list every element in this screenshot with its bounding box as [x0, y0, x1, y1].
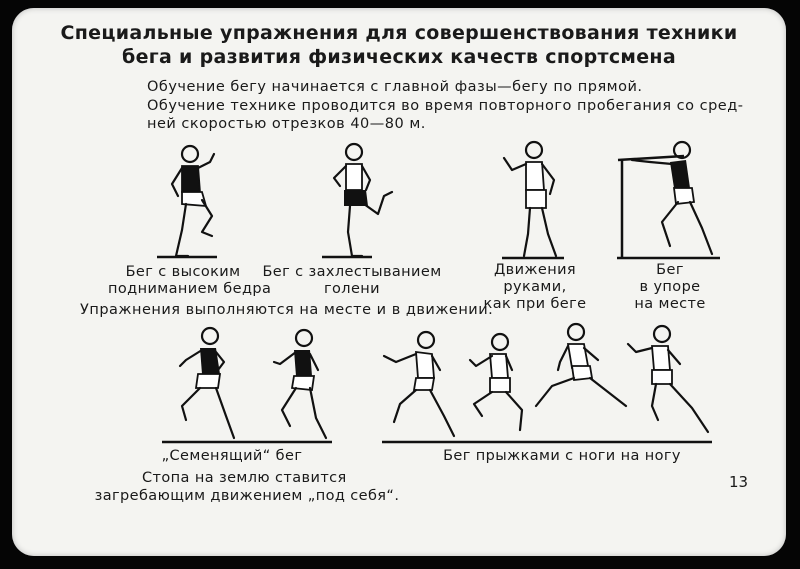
caption-high-knee-line2: подниманием бедра: [108, 281, 272, 297]
page-number: 13: [729, 473, 749, 491]
figure-mincing-1: [162, 326, 242, 451]
caption-heel-kick-line2: голени: [324, 281, 380, 297]
slide-title-line1: Специальные упражнения для совершенствования техники: [60, 22, 738, 44]
intro-line3: ней скоростью отрезков 40—80 м.: [147, 116, 426, 132]
figure-high-knee: [152, 140, 232, 265]
caption-arm-motion-line2: руками,: [503, 279, 567, 295]
caption-high-knee-line1: Бег с высоким: [125, 264, 241, 280]
caption-bounding: Бег прыжками с ноги на ногу: [443, 448, 681, 464]
exercises-note: Упражнения выполняются на месте и в движении.: [80, 302, 494, 318]
intro-line1: Обучение бегу начинается с главной фазы—бегу по прямой.: [147, 79, 643, 95]
figure-bounding-3: [522, 320, 632, 425]
caption-mincing: „Семенящий“ бег: [161, 448, 303, 464]
intro-line2: Обучение технике проводится во время повторного пробегания со сред-: [147, 98, 744, 114]
caption-high-knee: [108, 264, 272, 298]
figure-wall-run: [612, 138, 722, 268]
caption-heel-kick-line1: Бег с захлестыванием: [262, 264, 442, 280]
mincing-desc-line1: Стопа на землю ставится: [142, 470, 347, 486]
ground-line-mincing: [162, 440, 332, 444]
caption-wall-run: [620, 262, 720, 313]
figure-heel-kick: [312, 140, 402, 265]
slide-title-line2: бега и развития физических качеств спортсмена: [122, 46, 676, 68]
caption-arm-motion: [480, 262, 590, 313]
caption-wall-run-line3: на месте: [634, 296, 706, 312]
caption-arm-motion-line3: как при беге: [483, 296, 587, 312]
mincing-desc-line2: загребающим движением „под себя“.: [94, 488, 400, 504]
figure-bounding-1: [374, 328, 464, 448]
caption-heel-kick: [262, 264, 442, 298]
figure-bounding-4: [622, 324, 722, 441]
figure-arm-motion: [490, 136, 580, 266]
caption-wall-run-line1: Бег: [656, 262, 684, 278]
slide-frame: [12, 8, 786, 556]
caption-arm-motion-line1: Движения: [493, 262, 577, 278]
figure-mincing-2: [260, 326, 340, 451]
caption-wall-run-line2: в упоре: [639, 279, 701, 295]
ground-line-bounding: [382, 440, 712, 444]
